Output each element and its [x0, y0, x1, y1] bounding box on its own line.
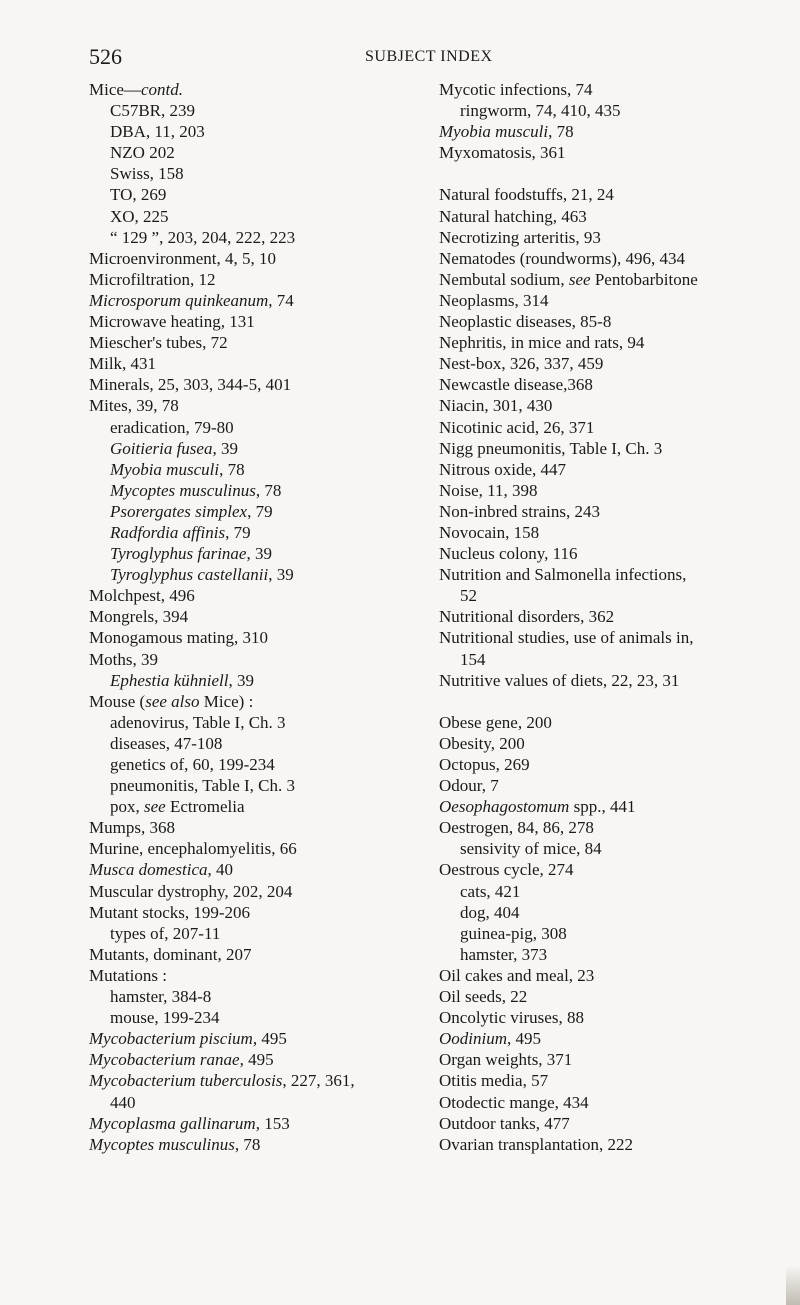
- entry-text: 154: [460, 649, 486, 669]
- entry-text: pneumonitis, Table I, Ch. 3: [110, 776, 296, 796]
- entry-text: C57BR, 239: [110, 101, 196, 121]
- italic-term: Mycobacterium piscium: [89, 1029, 253, 1049]
- index-subentry: [89, 121, 439, 142]
- entry-text: Ovarian transplantation, 222: [439, 1134, 634, 1154]
- entry-text: TO, 269: [110, 185, 167, 205]
- entry-text: Muscular dystrophy, 202, 204: [89, 881, 293, 901]
- entry-text: hamster, 384-8: [110, 987, 212, 1007]
- entry-text: Microenvironment, 4, 5, 10: [89, 248, 276, 268]
- italic-term: Tyroglyphus farinae: [110, 544, 247, 564]
- index-subentry: [89, 100, 439, 121]
- entry-text: Nutritive values of diets, 22, 23, 31: [439, 670, 680, 690]
- index-subentry: [89, 459, 439, 480]
- index-entry: [439, 522, 761, 543]
- entry-text: Nicotinic acid, 26, 371: [439, 417, 595, 437]
- entry-text: Oncolytic viruses, 88: [439, 1008, 584, 1028]
- entry-text: hamster, 373: [460, 944, 548, 964]
- entry-text: Oestrous cycle, 274: [439, 860, 574, 880]
- entry-text: Octopus, 269: [439, 755, 530, 774]
- entry-text: Obesity, 200: [439, 733, 525, 753]
- entry-text: Nutrition and Salmonella infections,: [439, 565, 687, 585]
- entry-text: DBA, 11, 203: [110, 122, 205, 142]
- entry-text: Nutritional disorders, 362: [439, 607, 615, 627]
- entry-text: Mouse (: [89, 691, 146, 711]
- entry-text: , 495: [507, 1029, 541, 1049]
- index-entry: [439, 606, 761, 627]
- entry-text: , 78: [219, 459, 245, 479]
- entry-text: 52: [460, 586, 477, 606]
- index-entry: [439, 290, 761, 311]
- entry-text: Milk, 431: [89, 354, 157, 374]
- italic-term: Psorergates simplex: [110, 501, 248, 521]
- index-entry: [439, 332, 761, 353]
- entry-text: NZO 202: [110, 143, 175, 163]
- entry-text: Neoplastic diseases, 85-8: [439, 312, 612, 332]
- index-entry: [89, 395, 439, 416]
- entry-text: adenovirus, Table I, Ch. 3: [110, 712, 286, 732]
- index-entry: [89, 649, 439, 670]
- index-subentry: [89, 670, 439, 691]
- entry-text: Nucleus colony, 116: [439, 544, 578, 564]
- entry-text: spp., 441: [569, 797, 636, 817]
- entry-text: “ 129 ”, 203, 204, 222, 223: [110, 227, 296, 247]
- entry-text: , 79: [247, 501, 273, 521]
- index-entry: [439, 775, 761, 796]
- italic-term: Mycobacterium ranae: [89, 1050, 240, 1070]
- entry-text: Mutations :: [89, 965, 167, 985]
- index-entry: [439, 184, 761, 205]
- entry-text: Mice) :: [199, 691, 254, 711]
- index-entry: [439, 438, 761, 459]
- index-subentry: [89, 184, 439, 205]
- italic-term: Ephestia kühniell: [110, 670, 229, 690]
- index-subentry: [89, 543, 439, 564]
- italic-term: see: [568, 269, 591, 289]
- index-entry: [89, 290, 439, 311]
- index-entry: [89, 859, 439, 880]
- index-entry: [89, 248, 439, 269]
- index-entry: [439, 248, 761, 269]
- entry-text: Natural foodstuffs, 21, 24: [439, 185, 614, 205]
- index-entry: [89, 79, 439, 100]
- index-entry: [89, 585, 439, 606]
- index-subentry: [89, 754, 439, 775]
- index-subentry: [439, 881, 761, 902]
- index-subentry: [89, 1007, 439, 1028]
- italic-term: Radfordia affinis: [110, 522, 226, 542]
- index-subentry: [439, 100, 761, 121]
- index-entry: [89, 817, 439, 838]
- entry-text: , 40: [207, 860, 234, 880]
- index-entry: [439, 796, 761, 817]
- entry-text: Nitrous oxide, 447: [439, 459, 567, 479]
- italic-term: see: [144, 797, 166, 817]
- index-entry: [89, 881, 439, 902]
- italic-term: Myobia musculi: [110, 459, 220, 479]
- index-entry: [89, 965, 439, 986]
- entry-text: Newcastle disease,368: [439, 375, 593, 395]
- index-entry: [89, 627, 439, 648]
- entry-text: genetics of, 60, 199-234: [110, 755, 275, 774]
- index-entry: [439, 564, 761, 585]
- index-entry: [89, 1070, 439, 1091]
- entry-text: Monogamous mating, 310: [89, 628, 268, 648]
- index-entry: [89, 353, 439, 374]
- italic-term: Goitieria fusea: [110, 438, 213, 458]
- entry-text: , 153: [255, 1113, 290, 1133]
- entry-text: cats, 421: [460, 881, 521, 901]
- italic-term: Mycoplasma gallinarum: [89, 1113, 256, 1133]
- entry-text: ringworm, 74, 410, 435: [460, 101, 621, 121]
- entry-text: , 79: [225, 522, 251, 542]
- entry-text: pox,: [110, 797, 144, 817]
- index-entry: [439, 142, 761, 163]
- index-entry: [89, 374, 439, 395]
- italic-term: Oodinium: [439, 1029, 507, 1049]
- index-entry: [439, 670, 761, 691]
- entry-text: Niacin, 301, 430: [439, 396, 553, 416]
- index-entry: [439, 374, 761, 395]
- entry-text: Nigg pneumonitis, Table I, Ch. 3: [439, 438, 663, 458]
- entry-text: , 39: [246, 544, 272, 564]
- index-entry: [439, 1049, 761, 1070]
- entry-text: Organ weights, 371: [439, 1050, 573, 1070]
- index-entry: [89, 902, 439, 923]
- entry-text: Mycotic infections, 74: [439, 80, 593, 99]
- italic-term: Mycoptes musculinus: [89, 1134, 235, 1154]
- entry-text: Myxomatosis, 361: [439, 143, 566, 163]
- entry-text: XO, 225: [110, 206, 169, 226]
- index-subentry: [89, 796, 439, 817]
- entry-text: Microwave heating, 131: [89, 312, 255, 332]
- index-entry: [439, 227, 761, 248]
- index-entry: [439, 1134, 761, 1155]
- entry-text: Oil cakes and meal, 23: [439, 965, 595, 985]
- index-entry: [439, 754, 761, 775]
- entry-text: Minerals, 25, 303, 344-5, 401: [89, 375, 292, 395]
- entry-text: guinea-pig, 308: [460, 923, 567, 943]
- italic-term: Tyroglyphus castellanii: [110, 565, 269, 585]
- index-subentry: [89, 1092, 439, 1113]
- index-entry: [89, 332, 439, 353]
- entry-text: Noise, 11, 398: [439, 480, 538, 500]
- index-entry: [89, 691, 439, 712]
- index-entry: [439, 417, 761, 438]
- entry-text: Murine, encephalomyelitis, 66: [89, 839, 297, 859]
- italic-term: Myobia musculi: [439, 122, 549, 142]
- entry-text: sensivity of mice, 84: [460, 839, 602, 859]
- index-entry: [439, 986, 761, 1007]
- entry-text: Moths, 39: [89, 649, 158, 669]
- index-subentry: [89, 733, 439, 754]
- section-gap: [439, 163, 761, 184]
- entry-text: , 495: [252, 1029, 287, 1049]
- entry-text: eradication, 79-80: [110, 417, 234, 437]
- index-entry: [439, 965, 761, 986]
- index-entry: [439, 395, 761, 416]
- entry-text: Miescher's tubes, 72: [89, 333, 228, 353]
- index-entry: [439, 817, 761, 838]
- entry-text: , 39: [228, 670, 255, 690]
- entry-text: , 227, 361,: [282, 1071, 355, 1091]
- entry-text: Nembutal sodium,: [439, 269, 569, 289]
- index-entry: [439, 733, 761, 754]
- index-entry: [439, 353, 761, 374]
- entry-text: dog, 404: [460, 902, 520, 922]
- entry-text: Mutants, dominant, 207: [89, 944, 252, 964]
- page-number: 526: [89, 44, 122, 69]
- entry-text: Microfiltration, 12: [89, 269, 216, 289]
- index-entry: [89, 311, 439, 332]
- entry-text: Oil seeds, 22: [439, 987, 528, 1007]
- index-column-left: [89, 79, 439, 1155]
- index-entry: [439, 480, 761, 501]
- index-entry: [439, 712, 761, 733]
- running-title: SUBJECT INDEX: [365, 48, 493, 65]
- entry-text: Pentobarbitone: [590, 269, 698, 289]
- index-entry: [89, 1113, 439, 1134]
- index-entry: [89, 1028, 439, 1049]
- index-entry: [439, 627, 761, 648]
- entry-text: , 74: [268, 290, 294, 310]
- index-entry: [439, 121, 761, 142]
- entry-text: Necrotizing arteritis, 93: [439, 227, 601, 247]
- entry-text: 440: [110, 1092, 136, 1112]
- index-subentry: [439, 902, 761, 923]
- entry-text: Nest-box, 326, 337, 459: [439, 354, 604, 374]
- entry-text: Nutritional studies, use of animals in,: [439, 628, 694, 648]
- index-entry: [439, 1007, 761, 1028]
- entry-text: , 78: [255, 480, 282, 500]
- index-subentry: [89, 417, 439, 438]
- index-subentry: [89, 206, 439, 227]
- index-entry: [439, 1113, 761, 1134]
- entry-text: , 78: [234, 1134, 261, 1154]
- index-subentry: [89, 480, 439, 501]
- index-subentry: [89, 564, 439, 585]
- index-entry: [439, 859, 761, 880]
- index-entry: [439, 1028, 761, 1049]
- entry-text: Mites, 39, 78: [89, 396, 179, 416]
- entry-text: Nematodes (roundworms), 496, 434: [439, 248, 685, 268]
- entry-text: diseases, 47-108: [110, 733, 223, 753]
- index-entry: [89, 269, 439, 290]
- index-entry: [439, 269, 761, 290]
- section-gap: [439, 691, 761, 712]
- entry-text: Mice—: [89, 80, 141, 99]
- index-subentry: [439, 649, 761, 670]
- entry-text: Odour, 7: [439, 776, 499, 796]
- entry-text: Swiss, 158: [110, 164, 184, 184]
- entry-text: Non-inbred strains, 243: [439, 501, 601, 521]
- entry-text: mouse, 199-234: [110, 1008, 220, 1028]
- entry-text: , 78: [548, 122, 574, 142]
- index-entry: [439, 501, 761, 522]
- page-edge-shadow: [786, 1265, 800, 1305]
- italic-term: see also: [145, 691, 200, 711]
- index-entry: [439, 311, 761, 332]
- index-subentry: [89, 163, 439, 184]
- entry-text: Mutant stocks, 199-206: [89, 902, 251, 922]
- index-subentry: [89, 522, 439, 543]
- entry-text: Oestrogen, 84, 86, 278: [439, 818, 594, 838]
- index-entry: [89, 1134, 439, 1155]
- index-subentry: [89, 438, 439, 459]
- index-subentry: [89, 142, 439, 163]
- index-entry: [439, 459, 761, 480]
- entry-text: Nephritis, in mice and rats, 94: [439, 333, 645, 353]
- index-subentry: [439, 923, 761, 944]
- index-column-right: [439, 79, 761, 1155]
- index-subentry: [89, 501, 439, 522]
- index-entry: [89, 944, 439, 965]
- entry-text: , 39: [268, 565, 294, 585]
- entry-text: types of, 207-11: [110, 923, 221, 943]
- index-entry: [439, 206, 761, 227]
- index-subentry: [439, 944, 761, 965]
- entry-text: Otitis media, 57: [439, 1071, 549, 1091]
- index-subentry: [89, 986, 439, 1007]
- index-entry: [439, 79, 761, 100]
- entry-text: Obese gene, 200: [439, 712, 552, 732]
- index-entry: [89, 606, 439, 627]
- italic-term: Mycobacterium tuberculosis: [89, 1071, 283, 1091]
- index-subentry: [89, 775, 439, 796]
- index-subentry: [89, 227, 439, 248]
- italic-term: Oesophagostomum: [439, 797, 570, 817]
- italic-term: Mycoptes musculinus: [110, 480, 256, 500]
- entry-text: Neoplasms, 314: [439, 290, 549, 310]
- index-subentry: [439, 838, 761, 859]
- index-subentry: [89, 712, 439, 733]
- entry-text: Otodectic mange, 434: [439, 1092, 589, 1112]
- entry-text: Novocain, 158: [439, 522, 540, 542]
- italic-term: Musca domestica: [89, 860, 208, 880]
- entry-text: Mongrels, 394: [89, 607, 189, 627]
- index-entry: [89, 1049, 439, 1070]
- entry-text: , 495: [239, 1050, 274, 1070]
- italic-term: Microsporum quinkeanum: [89, 290, 269, 310]
- index-entry: [89, 838, 439, 859]
- index-subentry: [89, 923, 439, 944]
- page-header: [0, 44, 800, 74]
- index-entry: [439, 543, 761, 564]
- index-subentry: [439, 585, 761, 606]
- entry-text: Ectromelia: [165, 797, 245, 817]
- index-entry: [439, 1070, 761, 1091]
- italic-term: contd.: [140, 80, 183, 99]
- entry-text: Molchpest, 496: [89, 586, 195, 606]
- entry-text: Natural hatching, 463: [439, 206, 587, 226]
- index-entry: [439, 1092, 761, 1113]
- entry-text: Mumps, 368: [89, 818, 175, 838]
- entry-text: Outdoor tanks, 477: [439, 1113, 570, 1133]
- entry-text: , 39: [212, 438, 238, 458]
